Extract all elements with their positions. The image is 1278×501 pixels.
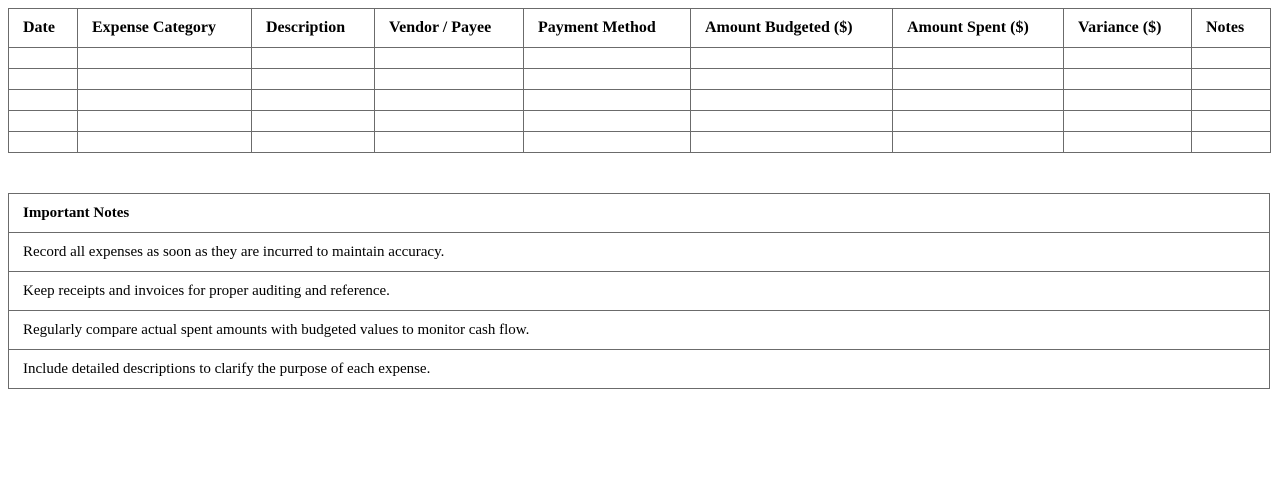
table-cell[interactable] bbox=[9, 132, 78, 153]
table-row bbox=[9, 111, 1271, 132]
table-cell[interactable] bbox=[375, 132, 524, 153]
column-header-amount-spent: Amount Spent ($) bbox=[893, 9, 1064, 48]
table-cell[interactable] bbox=[691, 111, 893, 132]
table-cell[interactable] bbox=[1192, 132, 1271, 153]
note-row bbox=[9, 311, 1270, 350]
table-cell[interactable] bbox=[691, 132, 893, 153]
note-item: Keep receipts and invoices for proper auditing and reference. bbox=[9, 272, 1270, 311]
note-item: Regularly compare actual spent amounts with budgeted values to monitor cash flow. bbox=[9, 311, 1270, 350]
note-item: Record all expenses as soon as they are incurred to maintain accuracy. bbox=[9, 233, 1270, 272]
table-cell[interactable] bbox=[1064, 48, 1192, 69]
table-cell[interactable] bbox=[78, 48, 252, 69]
column-header-date: Date bbox=[9, 9, 78, 48]
notes-title: Important Notes bbox=[9, 194, 1270, 233]
table-cell[interactable] bbox=[893, 69, 1064, 90]
table-cell[interactable] bbox=[375, 90, 524, 111]
table-cell[interactable] bbox=[893, 132, 1064, 153]
table-cell[interactable] bbox=[893, 48, 1064, 69]
table-cell[interactable] bbox=[1192, 90, 1271, 111]
table-cell[interactable] bbox=[78, 132, 252, 153]
table-cell[interactable] bbox=[9, 90, 78, 111]
table-cell[interactable] bbox=[1064, 90, 1192, 111]
table-cell[interactable] bbox=[691, 69, 893, 90]
table-cell[interactable] bbox=[1192, 111, 1271, 132]
table-cell[interactable] bbox=[252, 48, 375, 69]
table-cell[interactable] bbox=[1192, 69, 1271, 90]
column-header-amount-budgeted: Amount Budgeted ($) bbox=[691, 9, 893, 48]
table-cell[interactable] bbox=[375, 69, 524, 90]
note-item: Include detailed descriptions to clarify the purpose of each expense. bbox=[9, 350, 1270, 389]
table-cell[interactable] bbox=[524, 69, 691, 90]
table-cell[interactable] bbox=[893, 111, 1064, 132]
table-cell[interactable] bbox=[9, 69, 78, 90]
table-header-row bbox=[9, 9, 1271, 48]
notes-title-row bbox=[9, 194, 1270, 233]
table-cell[interactable] bbox=[524, 48, 691, 69]
table-row bbox=[9, 48, 1271, 69]
table-cell[interactable] bbox=[1192, 48, 1271, 69]
table-cell[interactable] bbox=[252, 69, 375, 90]
table-cell[interactable] bbox=[524, 90, 691, 111]
table-cell[interactable] bbox=[252, 111, 375, 132]
table-cell[interactable] bbox=[9, 48, 78, 69]
table-cell[interactable] bbox=[252, 132, 375, 153]
table-cell[interactable] bbox=[524, 132, 691, 153]
important-notes-table bbox=[8, 193, 1270, 389]
table-cell[interactable] bbox=[524, 111, 691, 132]
table-cell[interactable] bbox=[1064, 69, 1192, 90]
table-row bbox=[9, 90, 1271, 111]
table-cell[interactable] bbox=[375, 111, 524, 132]
table-cell[interactable] bbox=[78, 111, 252, 132]
table-cell[interactable] bbox=[1064, 132, 1192, 153]
table-cell[interactable] bbox=[1064, 111, 1192, 132]
note-row bbox=[9, 350, 1270, 389]
expense-table-body bbox=[9, 48, 1271, 153]
table-cell[interactable] bbox=[691, 48, 893, 69]
note-row bbox=[9, 233, 1270, 272]
column-header-notes: Notes bbox=[1192, 9, 1271, 48]
table-cell[interactable] bbox=[9, 111, 78, 132]
expense-table bbox=[8, 8, 1271, 153]
table-cell[interactable] bbox=[78, 90, 252, 111]
column-header-description: Description bbox=[252, 9, 375, 48]
column-header-vendor-payee: Vendor / Payee bbox=[375, 9, 524, 48]
column-header-variance: Variance ($) bbox=[1064, 9, 1192, 48]
table-cell[interactable] bbox=[78, 69, 252, 90]
column-header-payment-method: Payment Method bbox=[524, 9, 691, 48]
table-cell[interactable] bbox=[893, 90, 1064, 111]
table-row bbox=[9, 132, 1271, 153]
table-cell[interactable] bbox=[252, 90, 375, 111]
table-cell[interactable] bbox=[691, 90, 893, 111]
table-row bbox=[9, 69, 1271, 90]
note-row bbox=[9, 272, 1270, 311]
column-header-expense-category: Expense Category bbox=[78, 9, 252, 48]
table-cell[interactable] bbox=[375, 48, 524, 69]
